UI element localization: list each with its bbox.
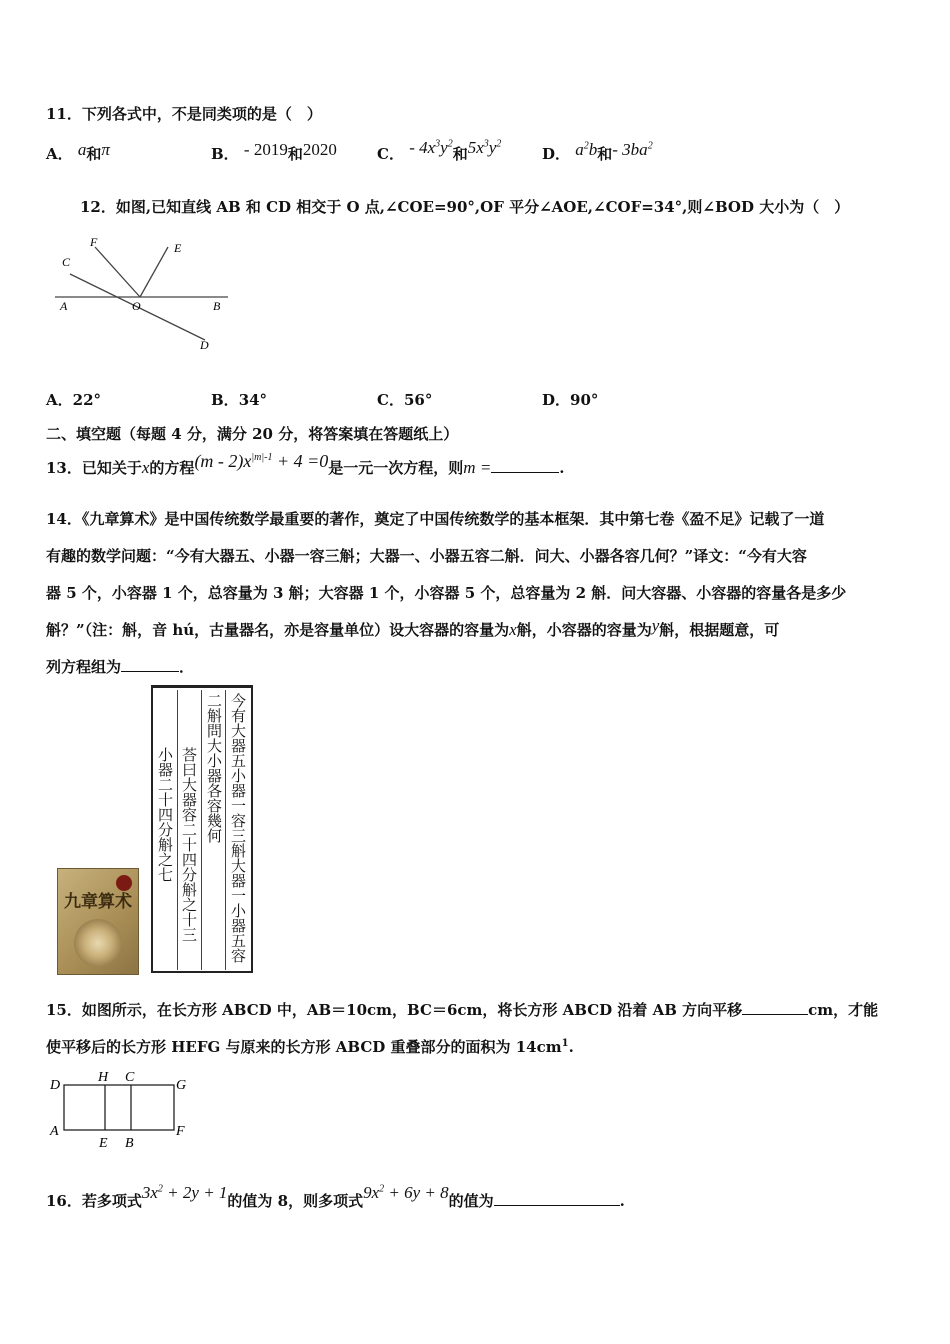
q14-line3: 器 5 个，小容器 1 个，总容量为 3 斛；大容器 1 个，小容器 5 个，总容量为 2 斛．问大容器、小容器的容量各是多少 [46,584,847,602]
label-c: C [62,255,71,269]
q11-choice-a: A． a和π [46,140,110,163]
label-a: A [60,299,68,313]
q16-answer-blank[interactable] [494,1191,620,1206]
q15-line1: 15．如图所示，在长方形 ABCD 中，AB＝10cm，BC＝6cm，将长方形 ABCD 沿着 AB 方向平移 cm，才能 [46,1001,879,1019]
ray-oe [140,247,168,297]
section-heading: 二、填空题（每题 4 分，满分 20 分，将答案填在答题纸上） [46,425,459,443]
label-e: E [174,241,182,255]
q12-stem: 12．如图,已知直线 AB 和 CD 相交于 O 点,∠COE=90°,OF 平分∠AOE,∠COF=34°,则∠BOD 大小为（ ） [80,198,850,216]
label-d: D [50,1078,61,1093]
scroll-col-2: 二斛問大小器各容幾何 [205,693,223,843]
angle-diagram [50,232,240,357]
q15-answer-blank[interactable] [742,1000,808,1015]
q16: 16．若多项式$3x^2 + 2y + 1$的值为 8，则多项式$9x^2 + 6y + 8$的值为 . [46,1183,625,1210]
label-b: B [213,299,221,313]
q14-line1: 14．《九章算术》是中国传统数学最重要的著作，奠定了中国传统数学的基本框架．其中第七卷《盈不足》记载了一道 [46,510,825,528]
q12-choice-d: D．90° [542,391,599,409]
q12-choice-a: A．22° [46,391,102,409]
label-g: G [176,1078,187,1093]
q11-stem: 11．下列各式中，不是同类项的是（ ） [46,105,322,123]
label-c: C [125,1070,135,1085]
scroll-col-4: 小器二十四分斛之七 [156,747,174,882]
q12-choice-c: C．56° [377,391,433,409]
label-h: H [98,1070,109,1085]
q14-line2: 有趣的数学问题：“今有大器五、小器一容三斛；大器一、小器五容二斛．问大、小器各容几何？”译文：“今有大容 [46,547,807,565]
label-f: F [90,235,98,249]
q14-line5: 列方程组为 ． [46,658,195,676]
q11-choice-d: D． $a^2b$和- $3ba^2$ [542,140,653,163]
rectangle-diagram [45,1065,205,1150]
q12-choice-b: B．34° [211,391,268,409]
ancient-text-scroll [151,685,253,973]
q14-answer-blank[interactable] [121,657,179,672]
rect-abcd-hefg [64,1085,174,1130]
book-ornament [74,919,122,967]
book-title: 九章算术 [64,892,132,912]
q15-line2: 使平移后的长方形 HEFG 与原来的长方形 ABCD 重叠部分的面积为 $14cm^1$. [46,1038,574,1056]
q13: 13．已知关于x的方程$(m - 2)x^{|m|-1} + 4 =0$是一元一次方程，则m = . [46,451,565,477]
scroll-col-3: 荅曰大器容二十四分斛之十三 [180,747,198,942]
label-o: O [132,299,141,313]
scroll-col-1: 今有大器五小器一容三斛大器一小器五容 [229,693,247,963]
q14-line4: 斛？”（注：斛，音 hú，古量器名，亦是容量单位）设大容器的容量为x斛，小容器的容量为y斛，根据题意，可 [46,616,780,639]
book-cover-image [57,868,139,975]
label-b: B [125,1136,134,1150]
label-e: E [99,1136,108,1150]
q11-choice-c: C． - $4x^3y^2$和$5x^3y^2$ [377,138,502,163]
q13-answer-blank[interactable] [491,458,559,473]
label-a: A [50,1124,59,1139]
label-f: F [176,1124,185,1139]
label-d: D [200,338,209,352]
q11-choice-b: B． - 2019和2020 [211,140,337,163]
